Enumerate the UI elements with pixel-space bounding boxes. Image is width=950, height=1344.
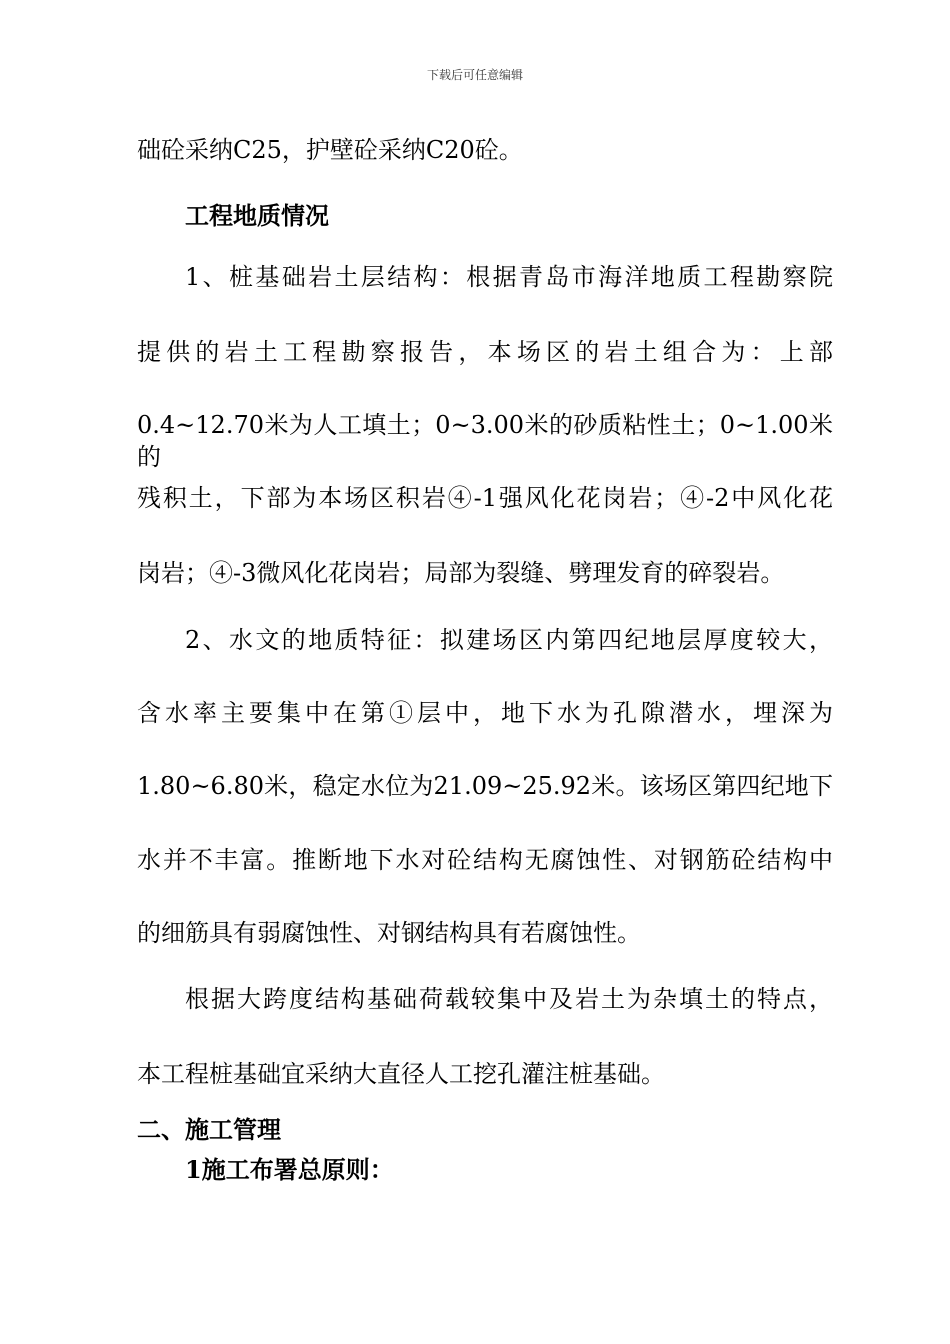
text-line: 含水率主要集中在第①层中，地下水为孔隙潜水，埋深为 [137,699,833,727]
text-line: 2、水文的地质特征：拟建场区内第四纪地层厚度较大， [185,626,833,654]
text-line: 1、桩基础岩土层结构：根据青岛市海洋地质工程勘察院 [185,263,833,291]
page-header-note: 下载后可任意编辑 [426,68,523,82]
text-line: 1.80~6.80米，稳定水位为21.09~25.92米。该场区第四纪地下 [137,772,833,800]
text-line: 残积土，下部为本场区积岩④-1强风化花岗岩；④-2中风化花 [137,484,833,512]
text-line: 根据大跨度结构基础荷载较集中及岩土为杂填土的特点， [185,985,833,1013]
text-line: 提供的岩土工程勘察报告，本场区的岩土组合为：上部 [137,338,833,366]
text-line: 的细筋具有弱腐蚀性、对钢结构具有若腐蚀性。 [137,919,641,947]
text-line: 岗岩；④-3微风化花岗岩；局部为裂缝、劈理发育的碎裂岩。 [137,559,785,587]
section-subheading: 1施工布署总原则： [185,1155,394,1184]
text-line: 水并不丰富。推断地下水对砼结构无腐蚀性、对钢筋砼结构中 [137,846,833,874]
text-line: 础砼采纳C25，护壁砼采纳C20砼。 [137,136,523,164]
subsection-title: 工程地质情况 [185,201,329,230]
section-heading: 二、施工管理 [137,1115,281,1144]
text-line: 本工程桩基础宜采纳大直径人工挖孔灌注桩基础。 [137,1060,665,1088]
text-line: 0.4~12.70米为人工填土；0~3.00米的砂质粘性土；0~1.00米的 [137,411,833,471]
